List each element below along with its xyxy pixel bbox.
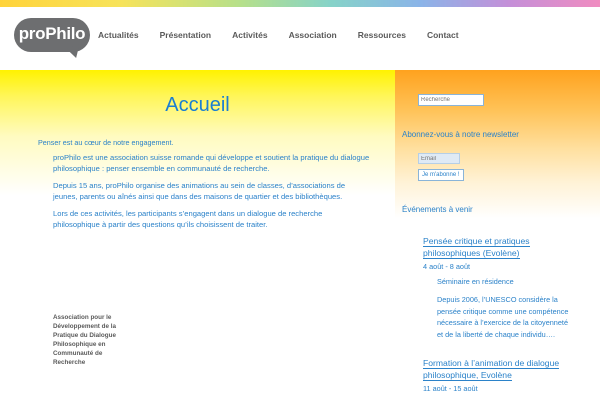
tagline: Penser est au cœur de notre engagement. [38, 138, 174, 147]
event-title-link[interactable]: Formation à l’animation de dialogue philosophique, Evolène [423, 358, 560, 380]
nav-item-contact[interactable]: Contact [426, 30, 459, 40]
event-item [423, 235, 583, 340]
site-logo[interactable] [14, 18, 90, 56]
nav-item-ressources[interactable]: Ressources [357, 30, 406, 40]
event-description: Depuis 2006, l’UNESCO considère la pensée critique comme une compétence nécessaire à l’exercice de la citoyenneté et de la liberté de chaque individu…. [437, 295, 569, 339]
nav-item-association[interactable]: Association [288, 30, 337, 40]
rainbow-stripe [0, 0, 600, 7]
intro-paragraph: Depuis 15 ans, proPhilo organise des animations au sein de classes, d’associations de jeunes, parents ou aînés ainsi que dans des maisons de quartier et des bibliothèques. [53, 181, 346, 201]
event-subtitle: Séminaire en résidence [437, 277, 514, 286]
event-item [423, 357, 583, 393]
search-input[interactable] [418, 94, 484, 106]
nav-item-activites[interactable]: Activités [232, 30, 268, 40]
nav-item-actualites[interactable]: Actualités [98, 30, 139, 40]
association-full-name: Association pour le Développement de la Pratique du Dialogue Philosophique en Communauté de Recherche [53, 314, 116, 366]
email-field[interactable] [418, 153, 460, 164]
intro-paragraph: Lors de ces activités, les participants s’engagent dans un dialogue de recherche philosophique à partir des questions qu’ils choisissent de traiter. [53, 209, 323, 229]
event-date: 11 août - 15 août [423, 384, 478, 393]
event-date: 4 août - 8 août [423, 262, 471, 271]
intro-paragraph: proPhilo est une association suisse romande qui développe et soutient la pratique du dialogue philosophique : penser ensemble en communauté de recherche. [53, 153, 370, 173]
main-nav [98, 30, 480, 50]
intro-text [53, 152, 371, 236]
events-heading: Événements à venir [402, 205, 473, 214]
nav-item-presentation[interactable]: Présentation [159, 30, 212, 40]
event-title-link[interactable]: Pensée critique et pratiques philosophiques (Evolène) [423, 236, 530, 258]
subscribe-button[interactable]: Je m'abonne ! [418, 169, 464, 181]
logo-text: proPhilo [18, 24, 86, 43]
page-title: Accueil [165, 94, 230, 116]
newsletter-heading: Abonnez-vous à notre newsletter [402, 130, 519, 139]
